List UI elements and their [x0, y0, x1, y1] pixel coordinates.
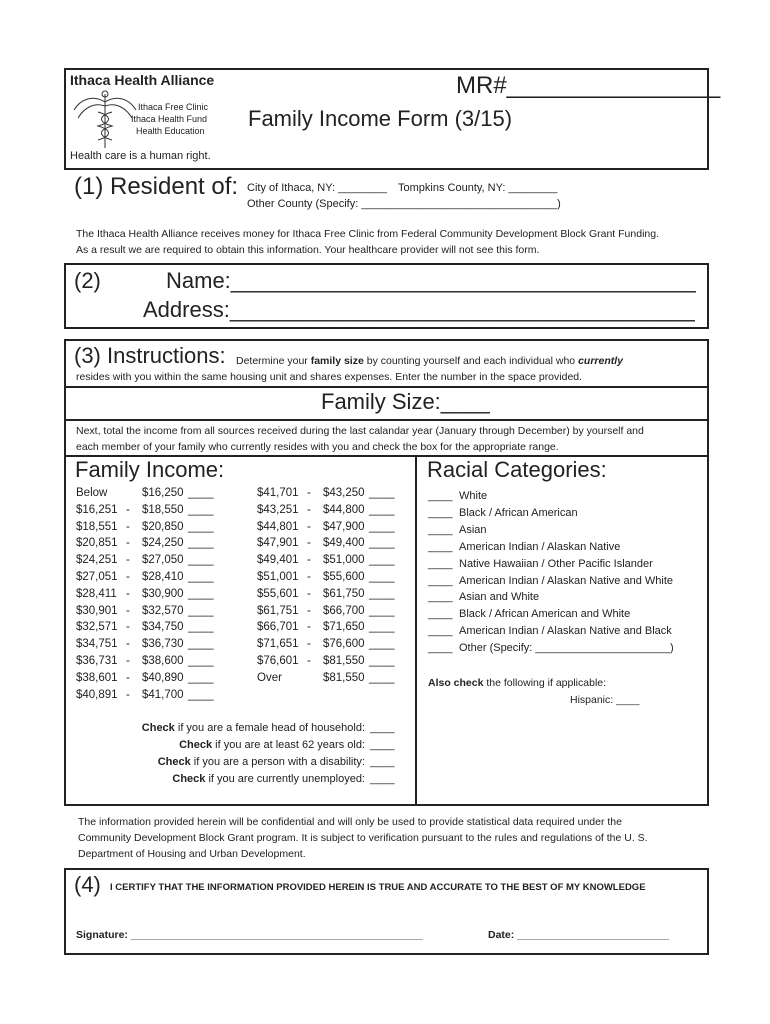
- range-high: $34,750: [142, 621, 184, 634]
- range-blank[interactable]: ____: [188, 587, 214, 600]
- range-low: $27,051: [76, 571, 118, 583]
- range-high: $43,250: [323, 487, 365, 499]
- instructions-text: [236, 353, 623, 369]
- family-size-field[interactable]: Family Size:____: [321, 389, 490, 414]
- range-low: $55,601: [257, 587, 299, 600]
- city-field[interactable]: City of Ithaca, NY: ________: [247, 182, 388, 194]
- section-2-number: (2): [74, 268, 101, 293]
- range-dash: -: [126, 638, 130, 651]
- range-dash: -: [126, 520, 130, 533]
- racial-option: American Indian / Alaskan Native and Black: [459, 625, 672, 638]
- range-low: $49,401: [257, 554, 299, 567]
- racial-blank[interactable]: ____: [428, 557, 453, 570]
- range-dash: -: [307, 655, 311, 667]
- range-high: $44,800: [323, 503, 365, 516]
- currently-bold: currently: [578, 355, 623, 367]
- range-dash: -: [126, 587, 130, 600]
- hispanic-field[interactable]: Hispanic: ____: [570, 694, 640, 706]
- racial-option: Black / African American: [459, 506, 578, 519]
- check-blank[interactable]: ____: [370, 756, 395, 768]
- range-high: $47,900: [323, 520, 365, 533]
- footer-line-2: Community Development Block Grant program. It is subject to verification pursuant to the rules and regulations of the U. S.: [78, 832, 648, 844]
- range-blank[interactable]: ____: [188, 688, 214, 701]
- name-field[interactable]: Name:______________________________________: [166, 268, 696, 293]
- range-dash: -: [126, 604, 130, 617]
- racial-blank[interactable]: ____: [428, 625, 453, 638]
- instructions-text-a: Determine your: [236, 355, 311, 367]
- also-check-bold: Also check: [428, 677, 484, 689]
- check-bold: Check: [157, 756, 191, 768]
- tagline: Health care is a human right.: [70, 150, 211, 162]
- range-low: Over: [257, 671, 282, 684]
- range-high: $71,650: [323, 621, 365, 634]
- check-text: if you are currently unemployed:: [205, 773, 365, 785]
- range-low: $61,751: [257, 604, 299, 617]
- range-low: $43,251: [257, 503, 299, 516]
- racial-option: Other (Specify: ______________________): [459, 642, 674, 655]
- range-low: $18,551: [76, 520, 118, 533]
- range-blank[interactable]: ____: [188, 571, 214, 583]
- check-bold: Check: [141, 722, 175, 734]
- range-high: $28,410: [142, 571, 184, 583]
- family-income-title: Family Income:: [75, 457, 225, 482]
- range-high: $81,550: [323, 671, 365, 684]
- range-high: $30,900: [142, 587, 184, 600]
- range-low: $24,251: [76, 554, 118, 567]
- range-blank[interactable]: ____: [188, 621, 214, 634]
- range-blank[interactable]: ____: [369, 655, 395, 667]
- range-low: $76,601: [257, 655, 299, 667]
- check-blank[interactable]: ____: [370, 773, 395, 785]
- range-low: $32,571: [76, 621, 118, 634]
- range-low: $44,801: [257, 520, 299, 533]
- range-high: $16,250: [142, 487, 184, 499]
- range-blank[interactable]: ____: [369, 638, 395, 651]
- range-blank[interactable]: ____: [369, 587, 395, 600]
- range-high: $36,730: [142, 638, 184, 651]
- racial-option: Black / African American and White: [459, 608, 631, 621]
- range-blank[interactable]: ____: [369, 621, 395, 634]
- range-low: $51,001: [257, 571, 299, 583]
- check-text: if you are a person with a disability:: [190, 756, 365, 768]
- check-text: if you are at least 62 years old:: [212, 739, 365, 751]
- range-blank[interactable]: ____: [188, 537, 214, 550]
- racial-blank[interactable]: ____: [428, 523, 453, 536]
- racial-blank[interactable]: ____: [428, 506, 453, 519]
- section-4-number: (4): [74, 872, 101, 897]
- range-dash: -: [307, 604, 311, 617]
- racial-title: Racial Categories:: [427, 457, 607, 482]
- range-blank[interactable]: ____: [188, 655, 214, 667]
- notice-line-1: The Ithaca Health Alliance receives money for Ithaca Free Clinic from Federal Community Development Block Grant Funding.: [76, 228, 660, 240]
- range-high: $49,400: [323, 537, 365, 550]
- certify-text: I CERTIFY THAT THE INFORMATION PROVIDED HEREIN IS TRUE AND ACCURATE TO THE BEST OF MY KNOWLEDGE: [110, 882, 646, 893]
- racial-option: American Indian / Alaskan Native and White: [459, 574, 674, 587]
- range-blank[interactable]: ____: [369, 520, 395, 533]
- address-field[interactable]: Address:______________________________________: [143, 297, 695, 322]
- range-dash: -: [126, 688, 130, 701]
- range-dash: -: [126, 671, 130, 684]
- check-text: if you are a female head of household:: [174, 722, 365, 734]
- range-high: $51,000: [323, 554, 365, 567]
- racial-option: Native Hawaiian / Other Pacific Islander: [459, 557, 653, 570]
- range-blank[interactable]: ____: [369, 537, 395, 550]
- range-dash: -: [126, 655, 130, 667]
- check-bold: Check: [179, 739, 213, 751]
- racial-blank[interactable]: ____: [428, 608, 453, 621]
- range-dash: -: [307, 503, 311, 516]
- range-low: $36,731: [76, 655, 118, 667]
- range-low: Below: [76, 487, 108, 499]
- caduceus-logo-icon: [72, 88, 138, 150]
- range-dash: -: [126, 621, 130, 634]
- check-row[interactable]: [142, 722, 365, 734]
- instructions-text-b: by counting yourself and each individual who: [363, 355, 579, 367]
- county-field[interactable]: Tompkins County, NY: ________: [398, 182, 558, 194]
- range-high: $40,890: [142, 671, 184, 684]
- racial-blank[interactable]: ____: [428, 591, 453, 604]
- check-row[interactable]: [172, 773, 365, 785]
- range-high: $61,750: [323, 587, 365, 600]
- also-check-rest: the following if applicable:: [483, 677, 607, 689]
- range-blank[interactable]: ____: [188, 604, 214, 617]
- check-row[interactable]: [179, 739, 365, 751]
- range-high: $76,600: [323, 638, 365, 651]
- range-dash: -: [307, 621, 311, 634]
- footer-line-1: The information provided herein will be confidential and will only be used to provide statistical data required under the: [78, 816, 622, 828]
- instructions-label: (3) Instructions:: [74, 343, 226, 368]
- check-blank[interactable]: ____: [370, 722, 395, 734]
- racial-blank[interactable]: ____: [428, 642, 453, 655]
- divider-1: [64, 386, 709, 388]
- range-dash: -: [307, 571, 311, 583]
- resident-label: (1) Resident of:: [74, 173, 239, 200]
- range-blank[interactable]: ____: [188, 520, 214, 533]
- range-dash: -: [126, 571, 130, 583]
- range-low: $16,251: [76, 503, 118, 516]
- program-1: Ithaca Free Clinic: [138, 102, 209, 112]
- racial-option: American Indian / Alaskan Native: [459, 540, 621, 553]
- racial-blank[interactable]: ____: [428, 490, 453, 502]
- program-2: Ithaca Health Fund: [131, 114, 208, 124]
- range-dash: -: [126, 537, 130, 550]
- range-low: $66,701: [257, 621, 299, 634]
- range-low: $20,851: [76, 537, 118, 550]
- check-blank[interactable]: ____: [370, 739, 395, 751]
- range-high: $81,550: [323, 655, 365, 667]
- mr-number-field[interactable]: MR#________________: [456, 72, 721, 99]
- range-blank[interactable]: ____: [188, 487, 214, 499]
- form-title: Family Income Form (3/15): [248, 106, 513, 131]
- range-blank[interactable]: ____: [369, 503, 395, 516]
- program-3: Health Education: [136, 126, 205, 136]
- range-dash: -: [126, 554, 130, 567]
- other-county-field[interactable]: Other County (Specify: ________________________________): [247, 198, 561, 210]
- range-blank[interactable]: ____: [188, 554, 214, 567]
- next-line-1: Next, total the income from all sources received during the last calandar year (January through December) by yourself and: [76, 425, 644, 437]
- range-low: $34,751: [76, 638, 118, 651]
- racial-option: Asian: [459, 523, 487, 536]
- range-dash: -: [307, 487, 311, 499]
- range-low: $38,601: [76, 671, 118, 684]
- notice-line-2: As a result we are required to obtain this information. Your healthcare provider will not see this form.: [76, 244, 540, 256]
- range-blank[interactable]: ____: [188, 638, 214, 651]
- range-blank[interactable]: ____: [369, 554, 395, 567]
- range-low: $41,701: [257, 487, 299, 499]
- instructions-line-2: resides with you within the same housing unit and shares expenses. Enter the number in the space provided.: [76, 371, 583, 383]
- next-line-2: each member of your family who currently resides with you and check the box for the appropriate range.: [76, 441, 559, 453]
- range-dash: -: [307, 520, 311, 533]
- racial-blank[interactable]: ____: [428, 574, 453, 587]
- signature-field[interactable]: Signature: __________________________________________________: [76, 929, 423, 941]
- range-high: $41,700: [142, 688, 184, 701]
- range-low: $28,411: [76, 587, 117, 600]
- check-bold: Check: [172, 773, 206, 785]
- range-high: $38,600: [142, 655, 184, 667]
- racial-option: White: [459, 490, 488, 502]
- check-row[interactable]: [158, 756, 365, 768]
- range-blank[interactable]: ____: [188, 503, 214, 516]
- range-blank[interactable]: ____: [369, 487, 395, 499]
- family-size-bold: family size: [310, 355, 364, 367]
- range-high: $24,250: [142, 537, 184, 550]
- range-blank[interactable]: ____: [369, 671, 395, 684]
- range-dash: -: [307, 587, 311, 600]
- range-high: $18,550: [142, 503, 184, 516]
- range-high: $66,700: [323, 604, 365, 617]
- range-high: $32,570: [142, 604, 184, 617]
- range-low: $40,891: [76, 688, 118, 701]
- range-dash: -: [126, 503, 130, 516]
- column-divider: [415, 455, 417, 806]
- date-field[interactable]: Date: __________________________: [488, 929, 670, 941]
- range-high: $20,850: [142, 520, 184, 533]
- range-high: $27,050: [142, 554, 184, 567]
- range-high: $55,600: [323, 571, 365, 583]
- divider-2: [64, 419, 709, 421]
- range-dash: -: [307, 554, 311, 567]
- racial-option: Asian and White: [459, 591, 540, 604]
- range-dash: -: [307, 537, 311, 550]
- org-name: Ithaca Health Alliance: [70, 72, 215, 88]
- range-dash: -: [307, 638, 311, 651]
- range-blank[interactable]: ____: [188, 671, 214, 684]
- range-low: $71,651: [257, 638, 299, 651]
- racial-blank[interactable]: ____: [428, 540, 453, 553]
- footer-line-3: Department of Housing and Urban Development.: [78, 848, 306, 860]
- range-blank[interactable]: ____: [369, 604, 395, 617]
- range-low: $47,901: [257, 537, 299, 550]
- also-check-text: [428, 675, 606, 691]
- range-blank[interactable]: ____: [369, 571, 395, 583]
- range-low: $30,901: [76, 604, 118, 617]
